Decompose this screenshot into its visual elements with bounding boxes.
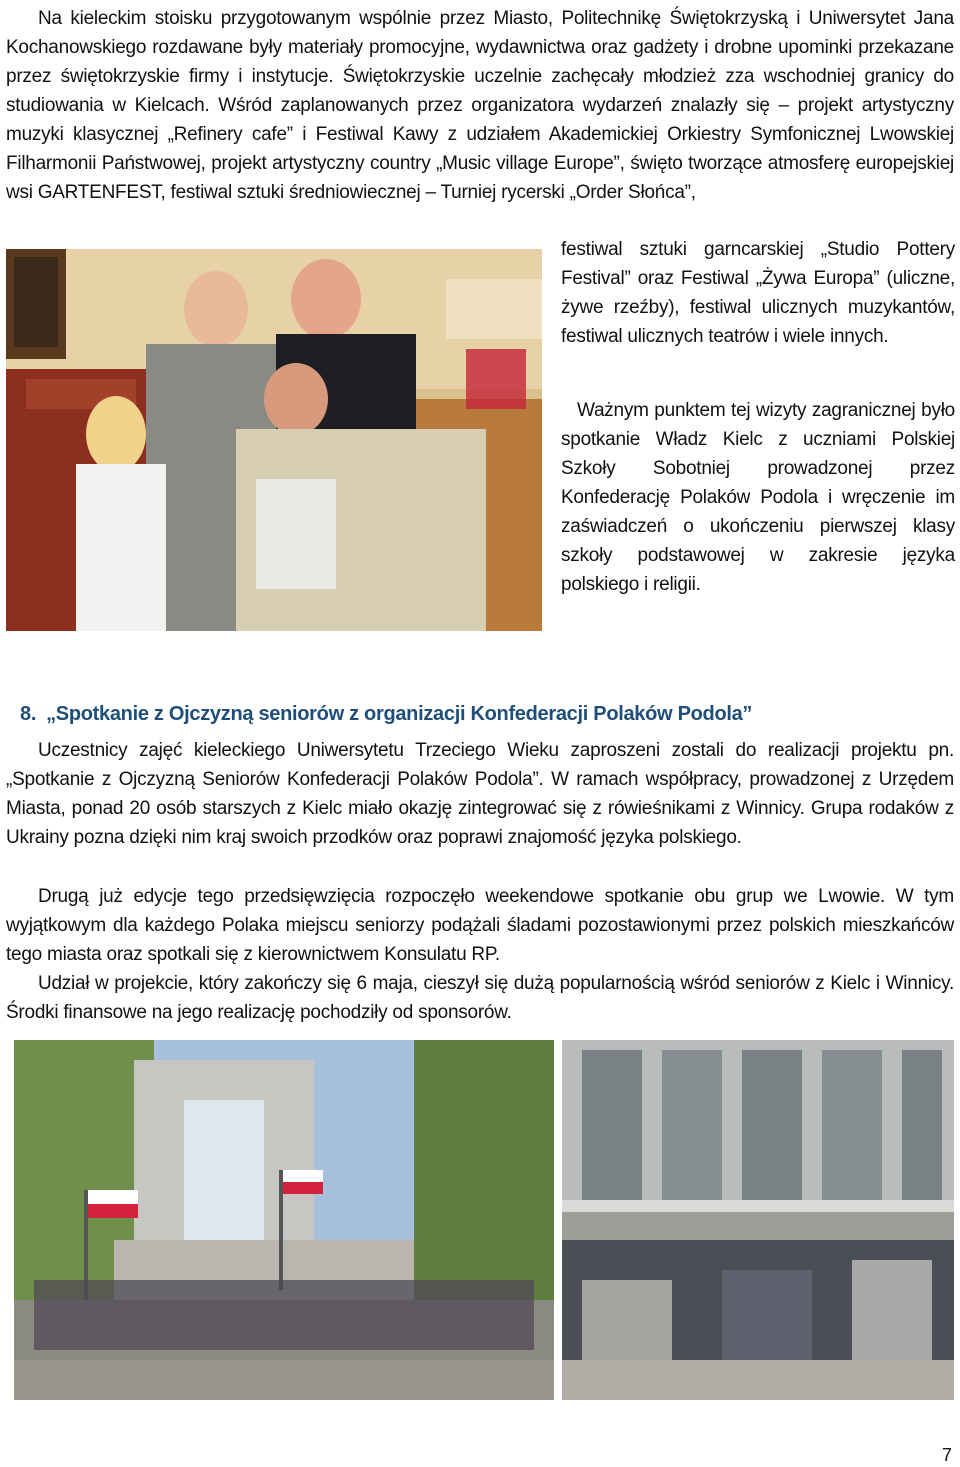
section-title: „Spotkanie z Ojczyzną seniorów z organizacji Konfederacji Polaków Podola”	[46, 703, 753, 725]
section-paragraph-1: Uczestnicy zajęć kieleckiego Uniwersytetu Trzeciego Wieku zaproszeni zostali do realizacji projektu pn. „Spotkanie z Ojczyzną Seniorów Konfederacji Polaków Podola”. W ramach współpracy, prowadzonej z Urzędem Miasta, ponad 20 osób starszych z Kielc miało okazję zintegrować się z rówieśnikami z Winnicy. Grupa rodaków z Ukrainy pozna dzięki nim kraj swoich przodków oraz poprawi znajomość języka polskiego.	[6, 740, 954, 848]
page-number: 7	[941, 1445, 952, 1465]
side-paragraph-school: Ważnym punktem tej wizyty zagranicznej było spotkanie Władz Kielc z uczniami Polskiej Szkoły Sobotniej prowadzonej przez Konfederację Polaków Podola i wręczenie im zaświadczeń o ukończeniu pierwszej klasy szkoły podstawowej w zakresie języka polskiego i religii.	[561, 400, 955, 595]
section-number: 8.	[20, 703, 37, 725]
ceremony-illustration	[6, 249, 542, 631]
section-heading	[20, 700, 920, 728]
building-illustration	[562, 1040, 954, 1400]
side-paragraph-festivals: festiwal sztuki garncarskiej „Studio Pottery Festival” oraz Festiwal „Żywa Europa” (uliczne, żywe rzeźby), festiwal ulicznych muzykantów, festiwal ulicznych teatrów i wiele innych.	[561, 239, 955, 347]
photo-ceremony	[6, 249, 542, 631]
section-paragraph-3: Udział w projekcie, który zakończy się 6 maja, cieszył się dużą popularnością wśród seniorów z Kielc i Winnicy. Środki finansowe na jego realizację pochodziły od sponsorów.	[6, 973, 954, 1023]
intro-paragraph: Na kieleckim stoisku przygotowanym wspólnie przez Miasto, Politechnikę Świętokrzyską i Uniwersytet Jana Kochanowskiego rozdawane były materiały promocyjne, wydawnictwa oraz gadżety i drobne upominki przekazane przez świętokrzyskie firmy i instytucje. Świętokrzyskie uczelnie zachęcały młodzież zza wschodniej granicy do studiowania w Kielcach. Wśród zaplanowanych przez organizatora wydarzeń znalazły się – projekt artystyczny muzyki klasycznej „Refinery cafe” i Festiwal Kawy z udziałem Akademickiej Orkiestry Symfonicznej Lwowskiej Filharmonii Państwowej, projekt artystyczny country „Music village Europe”, święto tworzące atmosferę europejskiej wsi GARTENFEST, festiwal sztuki średniowiecznej – Turniej rycerski „Order Słońca”,	[6, 8, 954, 203]
photo-building-group	[562, 1040, 954, 1400]
monument-illustration	[14, 1040, 554, 1400]
photo-monument-group	[14, 1040, 554, 1400]
section-paragraph-2: Drugą już edycje tego przedsięwzięcia rozpoczęło weekendowe spotkanie obu grup we Lwowie. W tym wyjątkowym dla każdego Polaka miejscu seniorzy podążali śladami pozostawionymi przez polskich mieszkańców tego miasta oraz spotkali się z kierownictwem Konsulatu RP.	[6, 886, 954, 965]
